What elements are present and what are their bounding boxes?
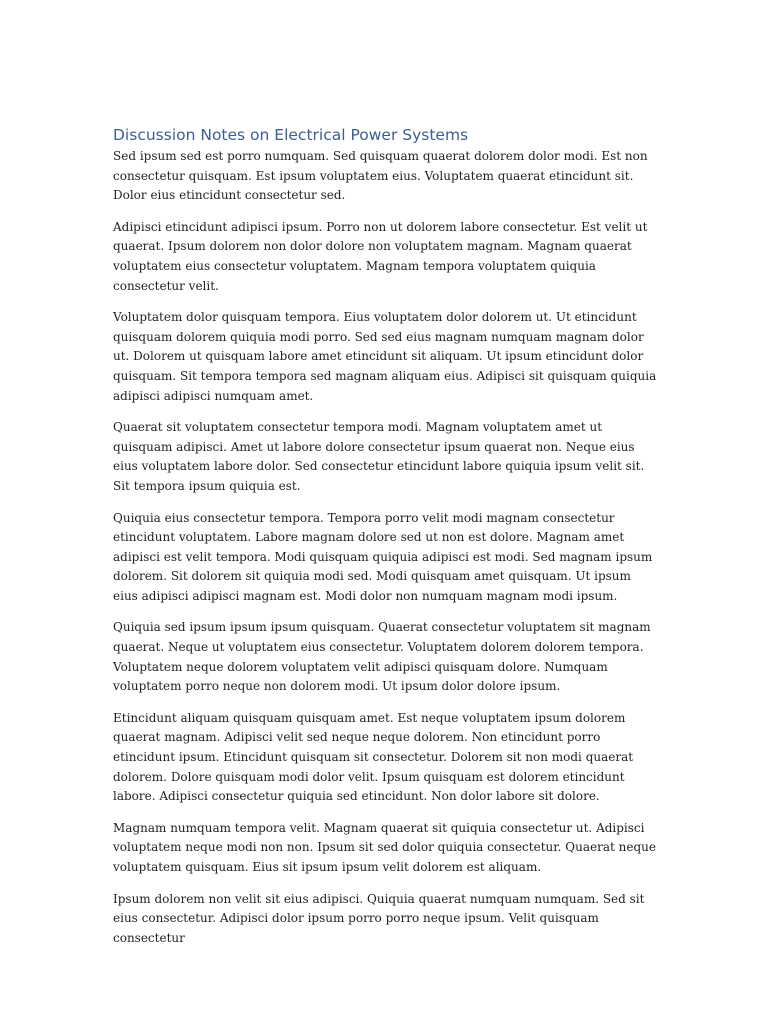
document-title: Discussion Notes on Electrical Power Systems xyxy=(113,126,469,144)
paragraph-9: Ipsum dolorem non velit sit eius adipisci. Quiquia quaerat numquam numquam. Sed sit eius consectetur. Adipisci dolor ipsum porro porro neque ipsum. Velit quisquam consectetur xyxy=(113,891,645,945)
paragraph-3: Voluptatem dolor quisquam tempora. Eius voluptatem dolor dolorem ut. Ut etincidunt quisquam dolorem quiquia modi porro. Sed sed eius magnam numquam magnam dolor ut. Dolorem ut quisquam labore amet etincidunt sit aliquam. Ut ipsum etincidunt dolor quisquam. Sit tempora tempora sed magnam aliquam eius. Adipisci sit quisquam quiquia adipisci adipisci numquam amet. xyxy=(113,310,657,403)
paragraph-8: Magnam numquam tempora velit. Magnam quaerat sit quiquia consectetur ut. Adipisci voluptatem neque modi non non. Ipsum sit sed dolor quiquia consectetur. Quaerat neque voluptatem quisquam. Eius sit ipsum ipsum velit dolorem est aliquam. xyxy=(113,820,656,874)
paragraph-7: Etincidunt aliquam quisquam quisquam amet. Est neque voluptatem ipsum dolorem quaerat magnam. Adipisci velit sed neque neque dolorem. Non etincidunt porro etincidunt ipsum. Etincidunt quisquam sit consectetur. Dolorem sit non modi quaerat dolorem. Dolore quisquam modi dolor velit. Ipsum quisquam est dolorem etincidunt labore. Adipisci consectetur quiquia sed etincidunt. Non dolor labore sit dolore. xyxy=(113,710,634,804)
paragraph-5: Quiquia eius consectetur tempora. Tempora porro velit modi magnam consectetur etincidunt voluptatem. Labore magnam dolore sed ut non est dolore. Magnam amet adipisci est velit tempora. Modi quisquam quiquia adipisci est modi. Sed magnam ipsum dolorem. Sit dolorem sit quiquia modi sed. Modi quisquam amet quisquam. Ut ipsum eius adipisci adipisci magnam est. Modi dolor non numquam magnam modi ipsum. xyxy=(113,510,653,603)
paragraph-4: Quaerat sit voluptatem consectetur tempora modi. Magnam voluptatem amet ut quisquam adipisci. Amet ut labore dolore consectetur ipsum quaerat non. Neque eius eius voluptatem labore dolor. Sed consectetur etincidunt labore quiquia ipsum velit sit. Sit tempora ipsum quiquia est. xyxy=(113,420,645,493)
document-body xyxy=(113,124,658,960)
paragraph-6: Quiquia sed ipsum ipsum ipsum quisquam. Quaerat consectetur voluptatem sit magnam quaerat. Neque ut voluptatem eius consectetur. Voluptatem dolorem dolorem tempora. Voluptatem neque dolorem voluptatem velit adipisci quisquam dolore. Numquam voluptatem porro neque non dolorem modi. Ut ipsum dolor dolore ipsum. xyxy=(113,620,651,694)
paragraph-1: Sed ipsum sed est porro numquam. Sed quisquam quaerat dolorem dolor modi. Est non consectetur quisquam. Est ipsum voluptatem eius. Voluptatem quaerat etincidunt sit. Dolor eius etincidunt consectetur sed. xyxy=(113,149,648,203)
paragraph-2: Adipisci etincidunt adipisci ipsum. Porro non ut dolorem labore consectetur. Est velit ut quaerat. Ipsum dolorem non dolor dolore non voluptatem magnam. Magnam quaerat voluptatem eius consectetur voluptatem. Magnam tempora voluptatem quiquia consectetur velit. xyxy=(113,219,648,293)
